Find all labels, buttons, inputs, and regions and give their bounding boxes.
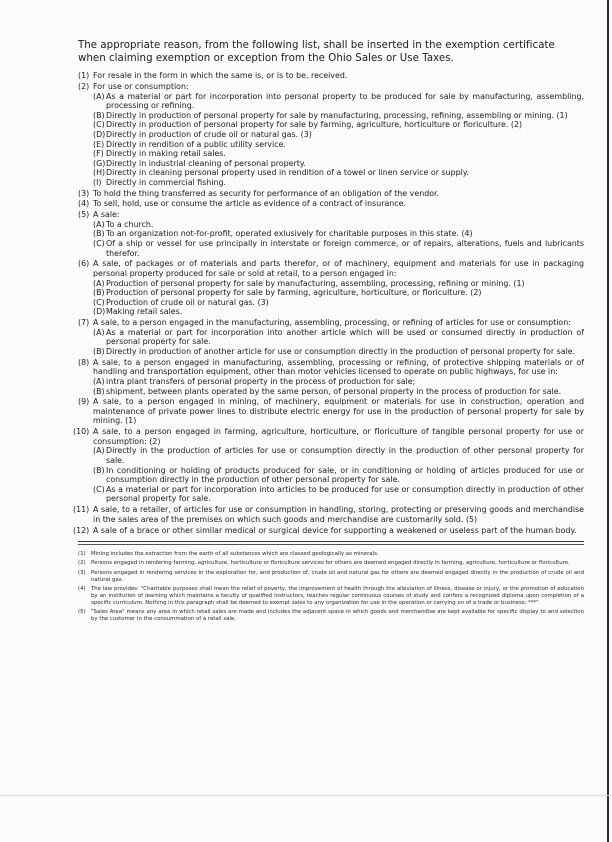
reason-text: A sale: xyxy=(93,210,120,220)
subitem-text: Directly in production of crude oil or natural gas. (3) xyxy=(106,129,312,139)
footnote-number: (3) xyxy=(78,569,86,576)
footnote-text: The law provides: "Charitable purposes shall mean the relief of poverty, the improvement of health through the alleviation of illness, disease or injury, or the promotion of education by an institution of learning which maintains a faculty of qualified instructors, teaches regular continuous courses of study and confers a recognized diploma upon completion of a specific curriculum. Nothing in this paragraph shall be deemed to exempt sales to any organization for use in the operation or carrying on of a trade or business; ***" xyxy=(91,586,584,606)
subitem-label: (F) xyxy=(93,149,104,159)
reason-body xyxy=(93,505,584,524)
subitem-text: Directly in production of personal property for sale by farming, agriculture, horticulture or floriculture. (2) xyxy=(106,120,523,130)
reason-subitem xyxy=(93,347,584,357)
reason-body xyxy=(93,71,584,81)
subitem-label: (C) xyxy=(93,297,105,307)
reason-body xyxy=(93,189,584,199)
reason-number: (11) xyxy=(73,505,90,515)
subitem-label: (C) xyxy=(93,120,105,130)
reason-number: (7) xyxy=(78,318,90,328)
subitem-text: Directly in production of another article for use or consumption directly in the production of personal property for sale. xyxy=(106,346,576,356)
subitem-label: (G) xyxy=(93,158,106,168)
reason-body xyxy=(93,82,584,188)
subitem-label: (A) xyxy=(93,91,105,101)
reason-number: (8) xyxy=(78,357,90,367)
subitem-text: Directly in cleaning personal property used in rendition of a towel or linen service or supply. xyxy=(106,168,469,178)
reason-text: A sale, to a person engaged in mining, of machinery, equipment or materials for use in construction, operation and maintenance of private power lines to distribute electric energy for use in the production of personal property for sale by mining. (1) xyxy=(93,397,584,426)
reason-body xyxy=(93,397,584,426)
footnote-number: (5) xyxy=(78,609,86,616)
footnote-separator xyxy=(78,541,584,542)
document-content xyxy=(73,40,584,626)
reason-body xyxy=(93,526,584,536)
reason-subitem xyxy=(93,288,584,298)
reason-item xyxy=(78,189,584,199)
subitem-text: To a church. xyxy=(106,219,154,229)
subitem-text: Directly in production of personal property for sale by manufacturing, processing, refining, assembling or mining. (1) xyxy=(106,110,568,120)
reason-subitem xyxy=(93,298,584,308)
reason-text: A sale, to a person engaged in manufacturing, assembling, processing or refining, of protective shipping materials or of handling and transportation equipment, other than motor vehicles licensed to operate on public highways, for use in: xyxy=(93,357,584,377)
subitem-text: As a material or part for incorporation into personal property to be produced for sale by manufacturing, assembling, processing or refining. xyxy=(106,91,584,111)
reason-body xyxy=(93,199,584,209)
subitem-text: Production of personal property for sale by manufacturing, assembling, processing, refining or mining. (1) xyxy=(106,278,525,288)
reason-text: A sale of a brace or other similar medical or surgical device for supporting a weakened or useless part of the human body. xyxy=(93,525,577,535)
reason-item xyxy=(73,525,584,536)
reason-subitem xyxy=(93,328,584,347)
subitem-text: Directly in rendition of a public utility service. xyxy=(106,139,286,149)
page-bottom-line xyxy=(0,795,612,796)
exemption-reason-list xyxy=(73,71,584,535)
subitem-label: (B) xyxy=(93,465,105,475)
reason-subitem xyxy=(93,485,584,504)
subitem-label: (A) xyxy=(93,219,105,229)
reason-item xyxy=(78,210,584,258)
reason-item xyxy=(78,318,584,356)
footnote-number: (4) xyxy=(78,586,86,593)
reason-subitem xyxy=(93,140,584,150)
reason-text: For resale in the form in which the same is, or is to be, received. xyxy=(93,71,348,81)
subitem-label: (C) xyxy=(93,484,105,494)
subitem-text: Of a ship or vessel for use principally in interstate or foreign commerce, or of repairs, alterations, fuels and lubricants therefor. xyxy=(106,239,584,258)
reason-number: (1) xyxy=(78,71,90,81)
subitem-text: Production of personal property for sale by farming, agriculture, horticulture, or floriculture. (2) xyxy=(106,288,482,298)
reason-subitem xyxy=(93,377,584,387)
subitem-text: shipment, between plants operated by the same person, of personal property in the process of production for sale. xyxy=(106,386,562,396)
subitem-text: Making retail sales. xyxy=(106,307,183,317)
reason-number: (10) xyxy=(73,427,90,437)
reason-text: To hold the thing transferred as security for performance of an obligation of the vendor. xyxy=(93,188,440,198)
reason-item xyxy=(78,199,584,209)
intro-paragraph: The appropriate reason, from the following list, shall be inserted in the exemption certificate when claiming exemption or exception from the Ohio Sales or Use Taxes. xyxy=(78,40,555,64)
reason-number: (9) xyxy=(78,397,90,407)
reason-subitem xyxy=(93,130,584,140)
subitem-text: Directly in making retail sales. xyxy=(106,149,226,159)
reason-text: A sale, of packages or of materials and parts therefor, or of machinery, equipment and materials for use in packaging personal property produced for sale or sold at retail, to a person engaged in: xyxy=(93,259,584,278)
reason-subitem xyxy=(93,446,584,465)
subitem-label: (C) xyxy=(93,239,105,249)
reason-number: (2) xyxy=(78,81,90,91)
reason-subitem xyxy=(93,220,584,230)
subitem-label: (H) xyxy=(93,168,106,178)
reason-body xyxy=(93,259,584,317)
reason-subitem xyxy=(93,466,584,485)
reason-subitem xyxy=(93,387,584,397)
reason-number: (3) xyxy=(78,188,90,198)
subitem-label: (B) xyxy=(93,229,105,239)
reason-subitem xyxy=(93,239,584,258)
subitem-label: (B) xyxy=(93,346,105,356)
footnote xyxy=(78,586,584,607)
reason-subitem xyxy=(93,159,584,169)
subitem-label: (B) xyxy=(93,110,105,120)
reason-body xyxy=(93,358,584,396)
subitem-label: (D) xyxy=(93,129,106,139)
subitem-text: intra plant transfers of personal property in the process of production for sale; xyxy=(106,376,416,386)
reason-number: (5) xyxy=(78,210,90,220)
reason-number: (6) xyxy=(78,259,90,269)
reason-item xyxy=(78,82,584,188)
footnote-number: (2) xyxy=(78,560,86,567)
reason-subitem xyxy=(93,120,584,130)
reason-text: A sale, to a person engaged in farming, agriculture, horticulture, or floriculture of tangible personal property for use or consumption: (2) xyxy=(93,427,584,446)
subitem-text: Production of crude oil or natural gas. (3) xyxy=(106,297,269,307)
reason-number: (4) xyxy=(78,199,90,209)
reason-body xyxy=(93,210,584,258)
footnote xyxy=(78,560,584,567)
reason-body xyxy=(93,318,584,356)
reason-item xyxy=(73,505,584,524)
subitem-label: (A) xyxy=(93,376,105,386)
reason-text: To sell, hold, use or consume the article as evidence of a contract of insurance. xyxy=(93,199,406,209)
reason-number: (12) xyxy=(73,525,90,535)
reason-item xyxy=(78,71,584,81)
reason-subitem xyxy=(93,229,584,239)
subitem-label: (A) xyxy=(93,278,105,288)
subitem-text: Directly in the production of articles for use or consumption directly in the production of other personal property for sale. xyxy=(106,446,584,466)
reason-text: For use or consumption: xyxy=(93,81,189,91)
footnote xyxy=(78,551,584,558)
footnote-text: Persons engaged in rendering services in the exploration for, and production of, crude oil and natural gas for others are deemed engaged directly in the production of crude oil and natural gas. xyxy=(91,569,584,583)
reason-subitem xyxy=(93,307,584,317)
subitem-text: As a material or part for incorporation into articles to be produced for use or consumption directly in production of other personal property for sale. xyxy=(106,484,584,504)
page-edge-rule xyxy=(607,0,609,842)
reason-subitem xyxy=(93,178,584,188)
subitem-text: Directly in industrial cleaning of personal property. xyxy=(106,158,306,168)
subitem-text: To an organization not-for-profit, operated exlusively for charitable purposes in this state. (4) xyxy=(106,229,473,239)
reason-subitem xyxy=(93,279,584,289)
reason-subitem xyxy=(93,168,584,178)
reason-text: A sale, to a retailer, of articles for use or consumption in handling, storing, protecting or preserving goods and merchandise in the sales area of the premises on which such goods and merchandise are customarily sold. (5) xyxy=(93,505,584,524)
subitem-text: As a material or part for incorporation into another article which will be used or consumed directly in production of personal property for sale. xyxy=(106,327,584,347)
reason-subitem xyxy=(93,111,584,121)
subitem-label: (B) xyxy=(93,386,105,396)
subitem-label: (D) xyxy=(93,307,106,317)
reason-item xyxy=(78,358,584,396)
subitem-label: (A) xyxy=(93,327,105,337)
footnote-number: (1) xyxy=(78,550,86,557)
subitem-text: In conditioning or holding of products produced for sale, or in conditioning or holding of articles produced for use or consumption directly in the production of other personal property for sale. xyxy=(106,465,584,485)
subitem-label: (B) xyxy=(93,288,105,298)
footnote xyxy=(78,570,584,584)
footnote-text: Persons engaged in rendering farming, agriculture, horticulture or floriculture services for others are deemed engaged directly in farming, agriculture, horticulture or floriculture. xyxy=(91,560,570,567)
reason-subitem xyxy=(93,149,584,159)
footnotes xyxy=(78,551,584,624)
reason-item xyxy=(78,259,584,317)
reason-item xyxy=(78,397,584,426)
reason-text: A sale, to a person engaged in the manufacturing, assembling, processing, or refining of articles for use or consumption: xyxy=(93,318,571,328)
reason-item xyxy=(73,427,584,504)
subitem-label: (I) xyxy=(93,177,102,187)
footnote-separator-thin xyxy=(78,544,584,545)
subitem-label: (A) xyxy=(93,446,105,456)
subitem-text: Directly in commercial fishing. xyxy=(106,177,227,187)
footnote-text: Mining includes the extraction from the earth of all substances which are classed geologically as minerals. xyxy=(91,550,379,557)
reason-body xyxy=(93,427,584,504)
footnote xyxy=(78,609,584,623)
reason-subitem xyxy=(93,92,584,111)
footnote-text: "Sales Area" means any area in which retail sales are made and includes the adjacent space in which goods and merchandise are kept available for specific display to and selection by the customer in the consummation of a retail sale. xyxy=(91,609,584,623)
subitem-label: (E) xyxy=(93,139,105,149)
